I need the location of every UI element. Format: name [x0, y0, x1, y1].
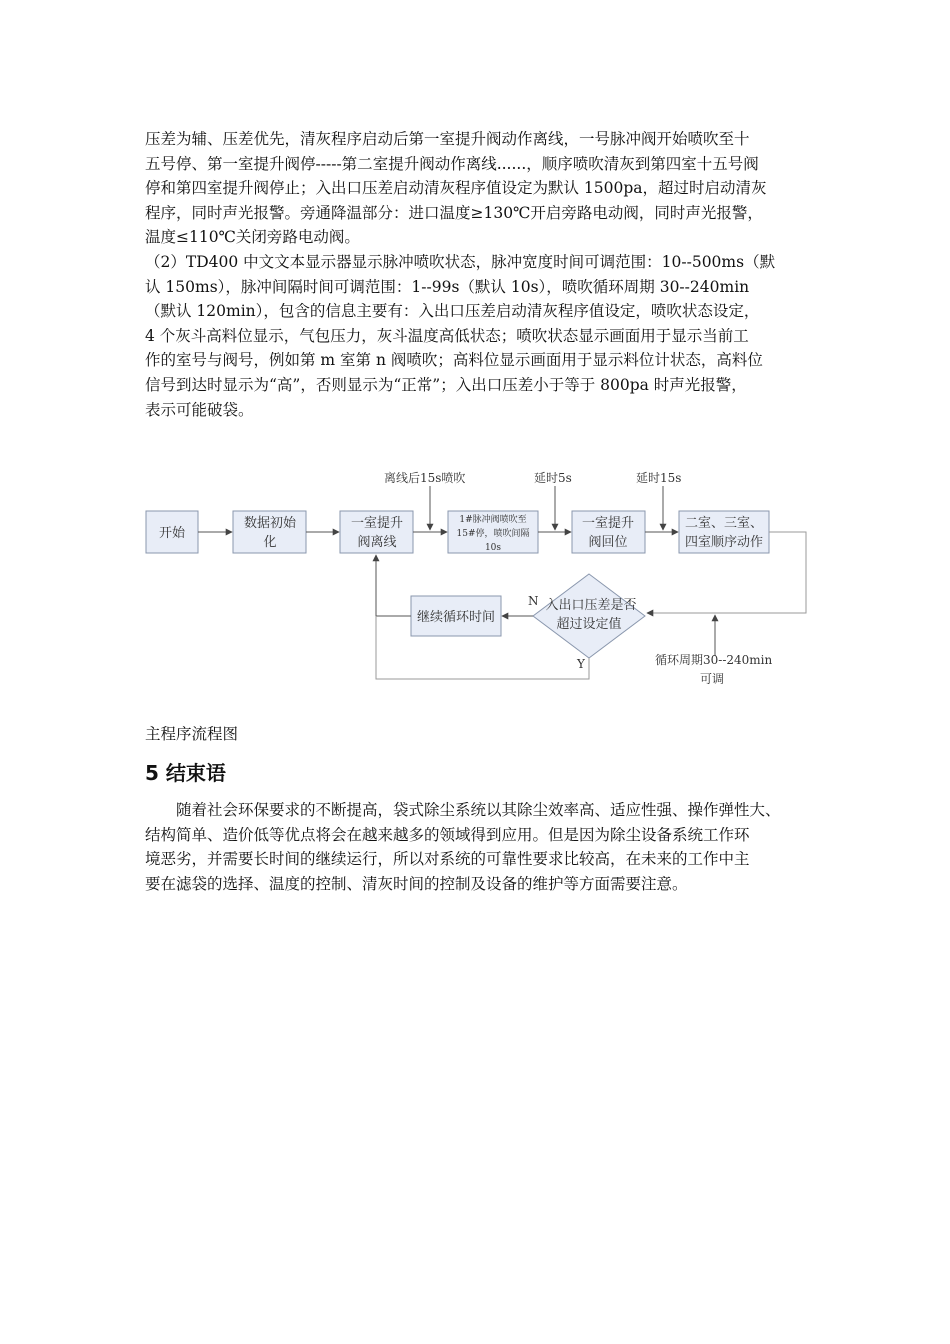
cycle-note-line2: 可调	[700, 672, 725, 686]
paragraph-control-logic	[145, 127, 825, 250]
room1-offline-line1: 一室提升	[350, 516, 404, 531]
rooms-seq-node	[679, 511, 769, 553]
init-label-line2: 化	[263, 535, 277, 550]
pulse-node	[448, 511, 538, 553]
cycle-note-line1: 循环周期30--240min	[655, 653, 773, 667]
delay-label-offline: 离线后15s喷吹	[384, 471, 466, 485]
text-line: 4 个灰斗高料位显示，气包压力，灰斗温度高低状态；喷吹状态显示画面用于显示当前工	[145, 326, 749, 345]
figure-caption: 主程序流程图	[145, 725, 239, 743]
room1-offline-line2: 阀离线	[357, 535, 397, 550]
text-line: 表示可能破袋。	[145, 400, 254, 419]
decision-node	[533, 574, 645, 658]
section-heading: 5 结束语	[145, 761, 226, 785]
text-line: 结构简单、造价低等优点将会在越来越多的领域得到应用。但是因为除尘设备系统工作环	[145, 825, 750, 844]
text-line: 程序，同时声光报警。旁通降温部分：进口温度≥130℃开启旁路电动阀，同时声光报警，	[145, 203, 763, 222]
room1-return-line2: 阀回位	[588, 535, 628, 550]
text-line: 境恶劣，并需要长时间的继续运行，所以对系统的可靠性要求比较高，在未来的工作中主	[145, 850, 750, 869]
decision-line1: 入出口压差是否	[545, 598, 637, 613]
main-program-flowchart	[0, 440, 950, 700]
text-line: 要在滤袋的选择、温度的控制、清灰时间的控制及设备的维护等方面需要注意。	[145, 874, 688, 893]
continue-cycle-label: 继续循环时间	[416, 610, 496, 625]
init-node	[233, 511, 306, 553]
pulse-line3: 10s	[484, 543, 502, 553]
label-y: Y	[577, 657, 585, 671]
text-line: 作的室号与阀号，例如第 m 室第 n 阀喷吹；高料位显示画面用于显示料位计状态，高料位	[145, 351, 763, 370]
room1-return-line1: 一室提升	[581, 516, 635, 531]
text-line: （默认 120min），包含的信息主要有：入出口压差启动清灰程序值设定，喷吹状态设定，	[145, 302, 760, 321]
text-line: 认 150ms），脉冲间隔时间可调范围：1--99s（默认 10s），喷吹循环周期 30--240min	[145, 277, 750, 296]
continue-cycle-node	[411, 596, 501, 636]
room1-return-node	[572, 511, 645, 553]
pulse-line1: 1#脉冲阀喷吹至	[459, 515, 527, 525]
paragraph-td400-display	[145, 250, 825, 422]
text-line: 信号到达时显示为“高”，否则显示为“正常”；入出口压差小于等于 800pa 时声光报警，	[145, 375, 747, 394]
init-label-line1: 数据初始	[243, 516, 297, 531]
pulse-line2: 15#停，喷吹间隔	[456, 529, 530, 539]
rooms-seq-line1: 二室、三室、	[684, 516, 764, 531]
text-line: 随着社会环保要求的不断提高，袋式除尘系统以其除尘效率高、适应性强、操作弹性大、	[176, 801, 781, 819]
text-line: 停和第四室提升阀停止；入出口压差启动清灰程序值设定为默认 1500pa，超过时启动清灰	[145, 179, 767, 198]
text-line: （2）TD400 中文文本显示器显示脉冲喷吹状态，脉冲宽度时间可调范围：10--500ms（默	[145, 253, 776, 271]
paragraph-conclusion	[145, 798, 825, 896]
room1-offline-node	[340, 511, 413, 553]
text-line: 五号停、第一室提升阀停-----第二室提升阀动作离线......，顺序喷吹清灰到第四室十五号阀	[145, 154, 759, 173]
text-line: 温度≤110℃关闭旁路电动阀。	[145, 228, 360, 247]
arrow-continue-offline	[376, 555, 411, 616]
rooms-seq-line2: 四室顺序动作	[684, 535, 764, 550]
delay-label-5s: 延时5s	[534, 471, 572, 485]
start-label: 开始	[158, 526, 186, 541]
label-n: N	[528, 594, 539, 608]
text-line: 压差为辅、压差优先，清灰程序启动后第一室提升阀动作离线，一号脉冲阀开始喷吹至十	[145, 130, 750, 148]
delay-label-15s: 延时15s	[636, 471, 682, 485]
start-node	[146, 511, 198, 553]
decision-line2: 超过设定值	[556, 617, 622, 632]
